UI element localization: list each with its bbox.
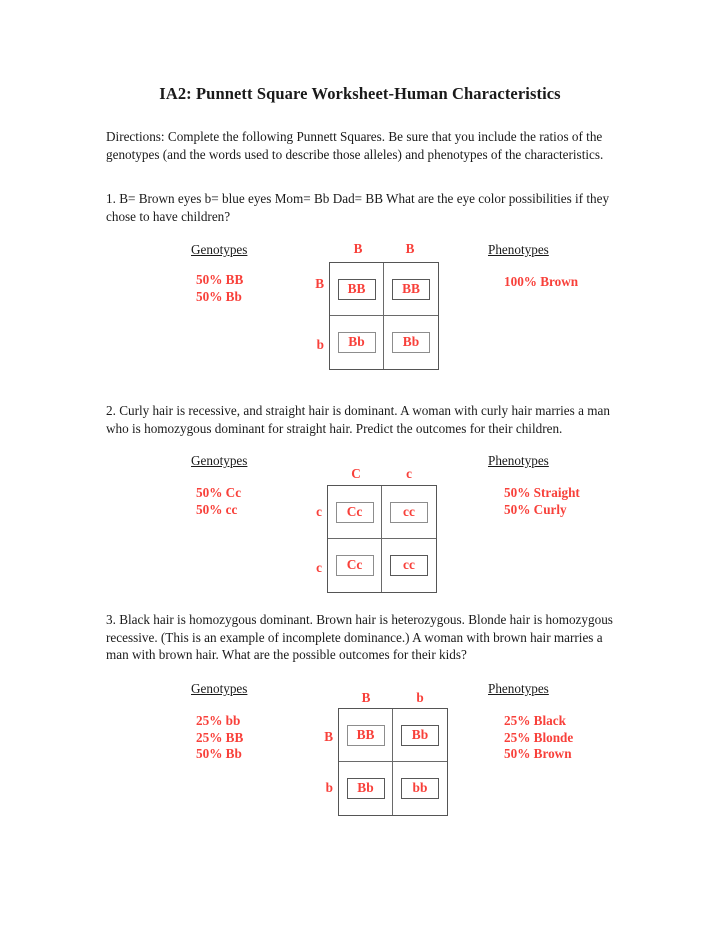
question-2-prompt: 2. Curly hair is recessive, and straight hair is dominant. A woman with curly hair marries a man who is homozygous dominant for straight hair. Predict the outcomes for their children. [106, 403, 610, 436]
punnett-3-side-label-0: B [324, 729, 333, 744]
punnett-2-top-label-1: c [406, 466, 412, 481]
punnett-square-1 [329, 262, 439, 370]
phenotype-answer: 100% Brown [504, 274, 579, 289]
genotypes-header-2: Genotypes [191, 453, 248, 468]
punnett-1-genotype-1-0: Bb [338, 332, 376, 353]
genotypes-header-3: Genotypes [191, 681, 248, 696]
phenotypes-answers-3 [504, 713, 573, 763]
punnett-3-cell-0-1 [393, 709, 447, 762]
punnett-1-genotype-0-0: BB [338, 279, 376, 300]
phenotype-answer: 50% Brown [504, 746, 572, 762]
punnett-1-genotype-0-1: BB [392, 279, 430, 300]
punnett-2-cell-1-1 [382, 539, 436, 592]
punnett-1-side-label-0: B [315, 276, 324, 291]
punnett-3-genotype-1-0: Bb [347, 778, 385, 799]
phenotype-answer: 25% Blonde [504, 729, 574, 745]
punnett-2-cell-0-1 [382, 486, 436, 539]
phenotypes-answers-1 [504, 274, 578, 291]
punnett-1-top-label-1: B [405, 241, 415, 256]
punnett-1-top-label-0: B [353, 241, 363, 256]
punnett-1-cell-0-1 [384, 263, 438, 316]
phenotype-answer: 25% Black [504, 713, 566, 728]
punnett-2-cell-0-0 [328, 486, 382, 539]
punnett-3-top-label-0: B [361, 690, 371, 705]
punnett-square-2 [327, 485, 437, 593]
punnett-square-3 [338, 708, 448, 816]
phenotypes-header-1: Phenotypes [488, 242, 549, 257]
genotypes-answers-2 [196, 485, 241, 518]
punnett-1-genotype-1-1: Bb [392, 332, 430, 353]
question-3-prompt: 3. Black hair is homozygous dominant. Brown hair is heterozygous. Blonde hair is homozygous recessive. (This is an example of incomplete dominance.) A woman with brown hair marries a man with brown hair. What are the possible outcomes for their kids? [106, 612, 613, 663]
punnett-2-side-label-1: c [316, 560, 322, 575]
genotypes-answers-1 [196, 272, 243, 305]
punnett-3-cell-1-0 [339, 762, 393, 815]
punnett-1-cell-1-1 [384, 316, 438, 369]
punnett-3-genotype-0-1: Bb [401, 725, 439, 746]
genotype-answer: 50% Bb [196, 288, 242, 304]
genotypes-answers-3 [196, 713, 243, 763]
punnett-3-cell-1-1 [393, 762, 447, 815]
genotype-answer: 50% cc [196, 501, 238, 517]
genotype-answer: 50% BB [196, 272, 244, 287]
punnett-1-cell-0-0 [330, 263, 384, 316]
genotype-answer: 25% BB [196, 729, 244, 745]
punnett-3-genotype-1-1: bb [401, 778, 439, 799]
genotypes-header-1: Genotypes [191, 242, 248, 257]
punnett-2-cell-1-0 [328, 539, 382, 592]
punnett-2-genotype-1-1: cc [390, 555, 428, 576]
genotype-answer: 50% Cc [196, 485, 242, 500]
genotype-answer: 50% Bb [196, 746, 242, 762]
punnett-3-side-label-1: b [325, 780, 333, 795]
punnett-2-genotype-0-0: Cc [336, 502, 374, 523]
punnett-2-genotype-0-1: cc [390, 502, 428, 523]
page-title: IA2: Punnett Square Worksheet-Human Characteristics [159, 84, 561, 103]
punnett-3-genotype-0-0: BB [347, 725, 385, 746]
punnett-2-top-label-0: C [351, 466, 361, 481]
question-1-prompt: 1. B= Brown eyes b= blue eyes Mom= Bb Dad= BB What are the eye color possibilities if they chose to have children? [106, 191, 610, 224]
punnett-2-side-label-0: c [316, 504, 322, 519]
phenotypes-answers-2 [504, 485, 580, 518]
punnett-1-cell-1-0 [330, 316, 384, 369]
directions-paragraph: Directions: Complete the following Punnett Squares. Be sure that you include the ratios of the genotypes (and the words used to describe those alleles) and phenotypes of the characteristics. [106, 129, 604, 162]
phenotypes-header-2: Phenotypes [488, 453, 549, 468]
genotype-answer: 25% bb [196, 713, 241, 728]
phenotype-answer: 50% Straight [504, 485, 580, 500]
punnett-1-side-label-1: b [316, 337, 324, 352]
punnett-2-genotype-1-0: Cc [336, 555, 374, 576]
punnett-3-top-label-1: b [416, 690, 424, 705]
phenotypes-header-3: Phenotypes [488, 681, 549, 696]
phenotype-answer: 50% Curly [504, 501, 567, 517]
punnett-3-cell-0-0 [339, 709, 393, 762]
